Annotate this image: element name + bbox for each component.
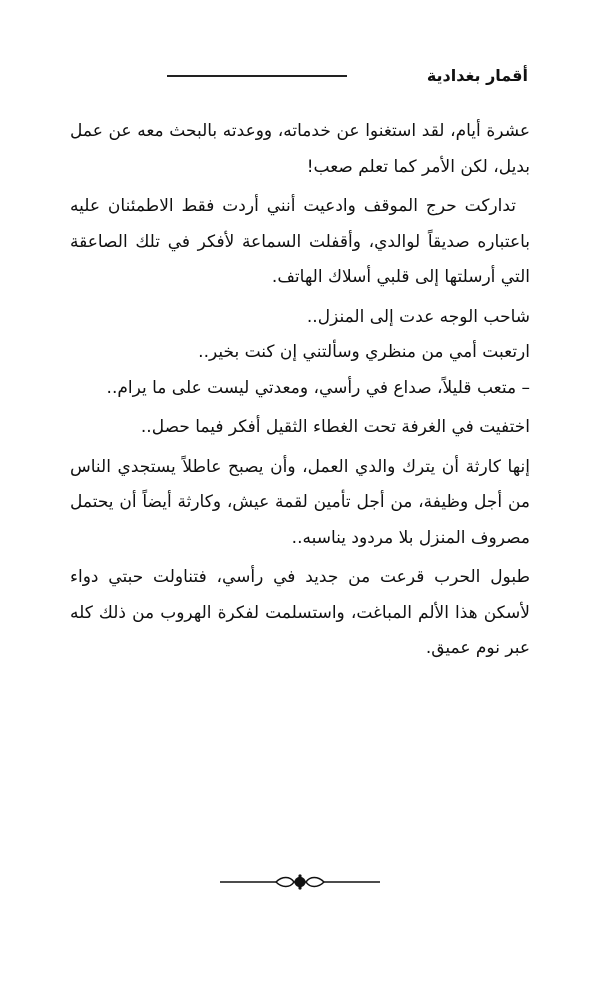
paragraph: شاحب الوجه عدت إلى المنزل.. (306, 306, 530, 327)
dialogue-line: – متعب قليلاً، صداع في رأسي، ومعدتي ليست على ما يرام.. (106, 377, 530, 398)
paragraph: عشرة أيام، لقد استغنوا عن خدماته، ووعدته بالبحث معه عن عمل بديل، لكن الأمر كما تعلم صعب! (70, 121, 530, 177)
decorative-divider-icon (220, 870, 380, 894)
header-rule (167, 75, 347, 77)
running-title: أقمار بغدادية (426, 65, 528, 85)
paragraph: طبول الحرب قرعت من جديد في رأسي، فتناولت حبتي دواء لأسكن هذا الألم المباغت، واستسلمت لفكرة الهروب من ذلك كله عبر نوم عميق. (70, 567, 530, 658)
paragraph: تداركت حرج الموقف وادعيت أنني أردت فقط الاطمئنان عليه باعتباره صديقاً لوالدي، وأقفلت السماعة لأفكر في تلك الصاعقة التي أرسلتها إلى قلبي أسلاك الهاتف. (70, 196, 530, 287)
paragraph: إنها كارثة أن يترك والدي العمل، وأن يصبح عاطلاً يستجدي الناس من أجل وظيفة، من أجل تأمين لقمة عيش، وكارثة أيضاً أن يحتمل مصروف المنزل بلا مردود يناسبه.. (70, 456, 530, 548)
body-text (70, 114, 530, 671)
paragraph: اختفيت في الغرفة تحت الغطاء الثقيل أفكر فيما حصل.. (140, 417, 530, 437)
paragraph: ارتعبت أمي من منظري وسألتني إن كنت بخير.. (198, 342, 530, 362)
